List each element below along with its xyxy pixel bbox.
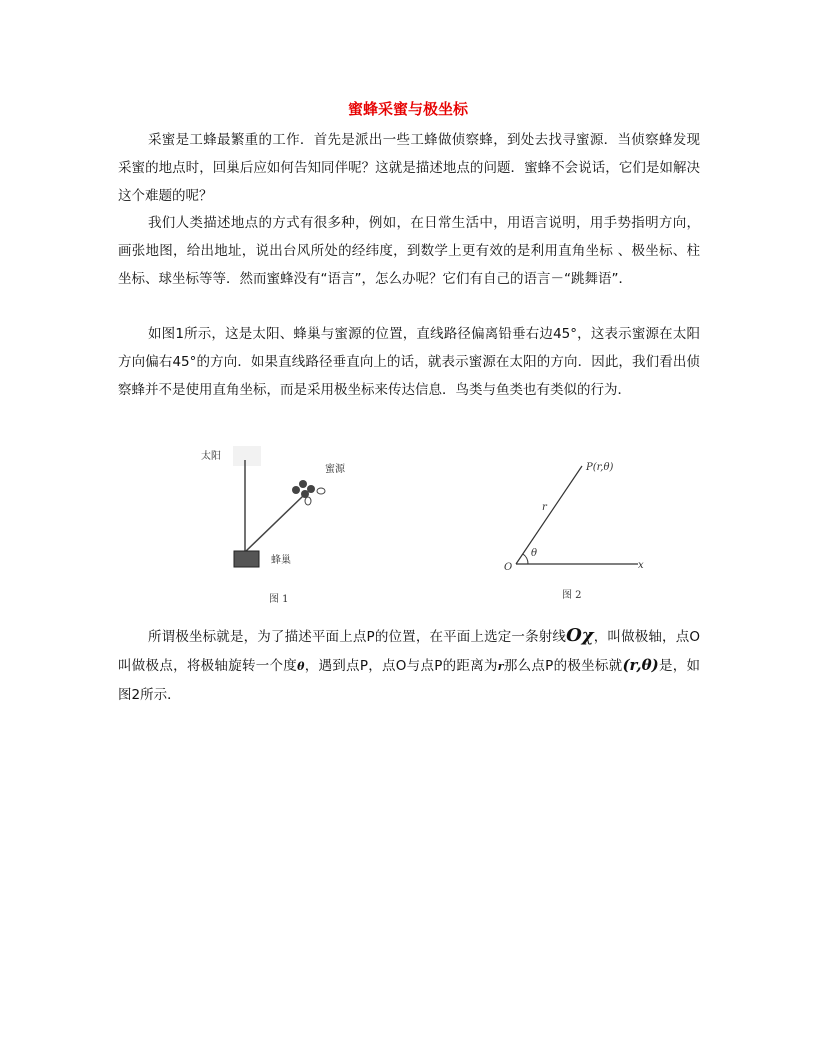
definition-text-c: 点O叫做极点，将极轴旋转一个度	[118, 629, 701, 674]
figure-1-caption: 图 1	[269, 594, 289, 605]
paragraph-definition	[118, 622, 700, 709]
figure-2	[498, 452, 658, 602]
definition-text-a: 所谓极坐标就是，为了描述平面上点P的位置，在平面上选定一条射线	[148, 629, 567, 645]
hive-box	[234, 551, 259, 567]
x-axis-label: x	[638, 560, 644, 571]
ray-symbol: Oχ	[566, 625, 594, 646]
source-label: 蜜源	[325, 464, 345, 475]
r-symbol: r	[497, 660, 504, 673]
origin-label: O	[504, 562, 513, 573]
path-line	[245, 496, 303, 552]
coordinate-symbol: (r,θ)	[622, 656, 659, 674]
figure-2-caption: 图 2	[562, 590, 582, 601]
definition-text-b: ，叫做极轴，	[593, 629, 676, 645]
sun-label: 太阳	[201, 451, 221, 462]
r-label: r	[542, 502, 547, 513]
definition-text-d: ，遇到点P，点O与点P的距离为	[304, 658, 498, 674]
sun-glow	[233, 446, 261, 466]
hive-label: 蜂巢	[271, 555, 291, 566]
paragraph-intro: 采蜜是工蜂最繁重的工作．首先是派出一些工蜂做侦察蜂，到处去找寻蜜源．当侦察蜂发现采蜜的地点时，回巢后应如何告知同伴呢？这就是描述地点的问题．蜜蜂不会说话，它们是如解决这个难题的呢？	[118, 132, 700, 204]
paragraph-methods: 我们人类描述地点的方式有很多种，例如，在日常生活中，用语言说明，用手势指明方向，画张地图，给出地址，说出台风所处的经纬度，到数学上更有效的是利用直角坐标 、极坐标、柱坐标、球坐标等等．然而蜜蜂没有“语言”，怎么办呢？它们有自己的语言－“跳舞语”．	[118, 215, 700, 287]
figure-1	[195, 440, 395, 610]
ray-op	[516, 466, 582, 564]
paragraph-figure1: 如图1所示，这是太阳、蜂巢与蜜源的位置，直线路径偏离铅垂右边45°，这表示蜜源在太阳方向偏右45°的方向．如果直线路径垂直向上的话，就表示蜜源在太阳的方向．因此，我们看出侦察蜂并不是使用直角坐标，而是采用极坐标来传达信息．鸟类与鱼类也有类似的行为．	[118, 326, 700, 398]
point-p-label: P(r,θ)	[586, 462, 614, 473]
angle-arc	[523, 554, 528, 564]
theta-symbol: θ	[297, 660, 305, 673]
definition-text-e: 那么点P的极坐标就	[503, 658, 623, 674]
definition-text-f: 是，如图2所示．	[118, 658, 701, 703]
theta-label: θ	[531, 548, 538, 559]
page-title: 蜜蜂采蜜与极坐标	[347, 100, 468, 118]
